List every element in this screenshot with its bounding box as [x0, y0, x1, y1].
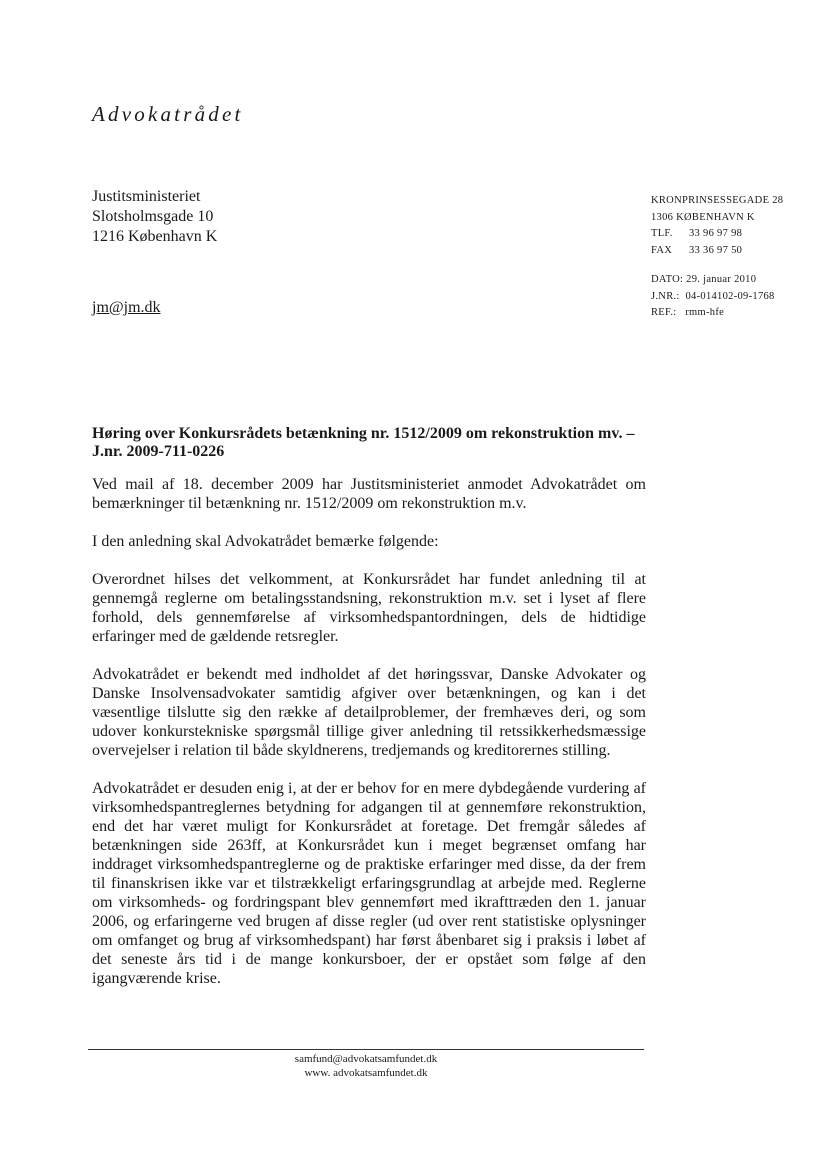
footer-email-link[interactable]: samfund@advokatsamfundet.dk — [294, 1053, 438, 1065]
fax-label: FAX — [651, 244, 673, 256]
sender-info — [651, 193, 783, 322]
body-paragraph: Advokatrådet er bekendt med indholdet af det høringssvar, Danske Advokater og Danske Insolvensadvokater samtidig afgiver over betænkningen, og kan i det væsentlige tilslutte sig den række af detailproblemer, der fremhæves deri, og som udover konkurstekniske spørgsmål tillige giver anledning til retssikkerhedsmæssige overvejelser i relation til både skyldnerens, tredjemands og kreditorernes stilling. — [92, 666, 646, 759]
body-paragraph: I den anledning skal Advokatrådet bemærke følgende: — [92, 533, 439, 550]
reference — [651, 305, 783, 322]
fax-value: 33 36 97 50 — [689, 244, 743, 256]
body-paragraph: Overordnet hilses det velkomment, at Konkursrådet har fundet anledning til at gennemgå reglerne om betalingsstandsning, rekonstruktion m.v. set i lyset af flere forhold, dels gennemførelse af virksomhedspantordningen, dels de hidtidige erfaringer med de gældende retsregler. — [92, 571, 646, 645]
recipient-city: 1216 København K — [92, 228, 218, 245]
ref-label: REF.: — [651, 307, 677, 318]
footer-website-link[interactable]: www. advokatsamfundet.dk — [304, 1067, 428, 1079]
phone-label: TLF. — [651, 228, 673, 239]
sender-city: 1306 KØBENHAVN K — [651, 211, 755, 223]
jnr-label: J.NR.: — [651, 290, 680, 302]
body-paragraph: Advokatrådet er desuden enig i, at der er behov for en mere dybdegående vurdering af virksomhedspantreglernes betydning for adgangen til at gennemføre rekonstruktion, end det har været muligt for Konkursrådet at foretage. Det fremgår således af betænkningen side 263ff, at Konkursrådet kun i meget begrænset omfang har inddraget virksomhedspantreglerne og de praktiske erfaringer med disse, da der frem til finanskrisen ikke var et tilstrækkeligt erfaringsgrundlag at arbejde med. Reglerne om virksomheds- og fordringspant blev gennemført med ikrafttræden den 1. januar 2006, og erfaringerne ved brugen af disse regler (ud over rent statistiske oplysninger om omfanget og brug af virksomhedspant) har først åbenbaret sig i praksis i løbet af det seneste års tid i de mange konkursboer, der er opstået som følge af den igangværende krise. — [92, 780, 646, 987]
letter-subject: Høring over Konkursrådets betænkning nr. 1512/2009 om rekonstruktion mv. – J.nr. 2009-711-0226 — [92, 425, 635, 460]
journal-number — [651, 289, 783, 306]
recipient-name: Justitsministeriet — [92, 188, 201, 205]
letter-body — [92, 475, 646, 1007]
sender-phone — [651, 226, 783, 243]
footer-divider — [88, 1049, 644, 1050]
recipient-email-link[interactable]: jm@jm.dk — [92, 299, 161, 316]
date-label: DATO: — [651, 274, 684, 285]
recipient-street: Slotsholmsgade 10 — [92, 208, 214, 225]
body-paragraph: Ved mail af 18. december 2009 har Justitsministeriet anmodet Advokatrådet om bemærkninger til betænkning nr. 1512/2009 om rekonstruktion m.v. — [92, 476, 646, 512]
date-value: 29. januar 2010 — [686, 274, 757, 285]
phone-value: 33 96 97 98 — [689, 228, 743, 239]
ref-value: rmm-hfe — [685, 307, 725, 318]
letterhead-logo: Advokatrådet — [92, 102, 244, 126]
letter-date — [651, 272, 783, 289]
footer — [88, 1052, 644, 1080]
jnr-value: 04-014102-09-1768 — [685, 290, 775, 302]
sender-street: KRONPRINSESSEGADE 28 — [651, 195, 784, 206]
recipient-address — [92, 187, 217, 247]
sender-fax — [651, 243, 783, 260]
